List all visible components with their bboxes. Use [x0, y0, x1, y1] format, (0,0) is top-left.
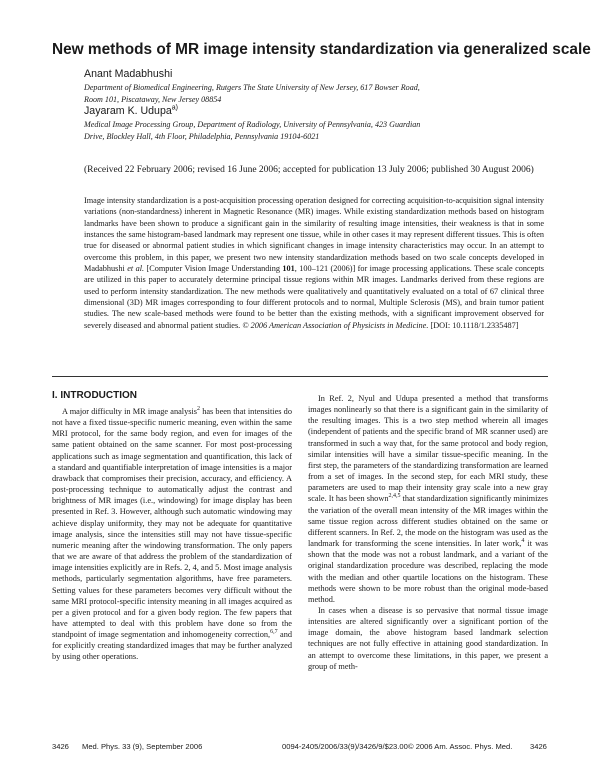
affiliation-line: Department of Biomedical Engineering, Rutgers The State University of New Jersey, 617 Bowser Road,	[84, 83, 420, 92]
footer-page-number-right: 3426	[530, 742, 547, 751]
paragraph	[52, 406, 292, 663]
footer-code: 0094-2405/2006/33(9)/3426/9/$23.00	[282, 742, 408, 751]
abstract	[84, 195, 544, 331]
affiliation-line: Room 101, Piscataway, New Jersey 08854	[84, 95, 222, 104]
citation-ref: 6,7	[270, 629, 278, 636]
author-name	[84, 68, 172, 81]
section-heading: I. INTRODUCTION	[52, 390, 137, 401]
citation-ref: 4	[521, 538, 525, 545]
footer-journal: Med. Phys. 33 (9), September 2006	[82, 742, 203, 751]
abstract-text: [Computer Vision Image Understanding	[144, 264, 283, 274]
author-affiliation	[84, 82, 544, 106]
citation-ref: 2,4,5	[388, 493, 401, 500]
paragraph: In cases when a disease is so pervasive that normal tissue image intensities are altered significantly over a significant portion of the image domain, the above histogram based landmark selection techniques are not fully effective in attaining good standardization. In an attempt to overcome these limitations, in this paper, we present a group of meth-	[308, 605, 548, 671]
body-text: that standardization significantly minimizes the variation of the overall mean intensity of the MR images within the same tissue region across different studies obtained on the same or different scanners. In Ref. 2, the mode on the histogram was used as the landmark for transforming the scene intensities. In later work,	[308, 494, 548, 549]
footer-copyright: © 2006 Am. Assoc. Phys. Med.	[408, 742, 513, 751]
footer-page-number-left: 3426	[52, 742, 69, 751]
author-footnote-marker: a)	[171, 104, 178, 112]
author-name-text: Anant Madabhushi	[84, 68, 173, 80]
right-column	[308, 393, 548, 672]
abstract-text: , 100–121 (2006)] for image processing applications. These scale concepts are utilized in this paper to accurately determine principal tissue regions within MR images. Landmarks derived from these regions are used to perform intensity standardization. The new methods were qualitatively and quantitatively evaluated on a total of 67 clinical three dimensional (3D) MR images corresponding to four different protocols and to normal, Multiple Sclerosis (MS), and brain tumor patient studies. The new scale-based methods were found to be better than the existing methods, with a significant improvement observed for severely diseased and abnormal patient studies.	[84, 264, 544, 330]
body-text: has been that intensities do not have a fixed tissue-specific numeric meaning, even within the same MRI protocol, for the same body region, and even for images of the same patient obtained on the same scanner. For most post-processing applications such as image segmentation and quantification, this lack of a standard and quantifiable interpretation of image intensities is a major drawback that compromises their precision, accuracy, and efficiency. A post-processing technique to automatically adjust the contrast and brightness of MR images (i.e., windowing) for image display has been presented in Ref. 3. However, although such automatic windowing may achieve display uniformity, they may not be adequate for quantitative image analysis, since the intensities still may not have tissue-specific numeric meaning after the windowing transformation. The only papers that we are aware of that address the problem of the standardization of image intensities explicitly are in Refs. 2, 4, and 5. Most image analysis methods, particularly segmentation algorithms, have free parameters. Setting values for these parameters becomes very difficult without the same MRI protocol-specific intensity meaning in all images acquired as per a given protocol and for a given body region. The few papers that have attempted to deal with this problem have done so from the standpoint of image segmentation and inhomogeneity correction,	[52, 407, 292, 640]
abstract-text: et al.	[127, 264, 145, 274]
author-name	[84, 105, 178, 118]
section-divider	[52, 376, 548, 377]
body-text: it was shown that the mode was not a robust landmark, and a variant of the original standardization procedure was described, replacing the mode with the median and other quartile locations on the histogram. These methods were shown to be more robust than the original mode-based method.	[308, 539, 548, 604]
affiliation-line: Drive, Blockley Hall, 4th Floor, Philadelphia, Pennsylvania 19104-6021	[84, 132, 320, 141]
abstract-text: Image intensity standardization is a post-acquisition processing operation designed for correcting acquisition-to-acquisition signal intensity variations (non-standardness) inherent in Magnetic Resonance (MR) images. While existing standardization methods based on histogram landmarks have been shown to produce a significant gain in the similarity of resulting image intensities, their weakness is that in some instances the same histogram-based landmark may represent one tissue, while in other cases it may represent different tissues. This is often true for diseased or abnormal patient studies in which significant changes in image intensity characteristics may occur. In an attempt to overcome this problem, in this paper, we present two new intensity standardization methods based on two scale concepts developed in Madabhushi	[84, 196, 544, 274]
affiliation-line: Medical Image Processing Group, Department of Radiology, University of Pennsylvania, 423 Guardian	[84, 120, 421, 129]
doi: [DOI: 10.1118/1.2335487]	[428, 320, 519, 330]
article-title: New methods of MR image intensity standardization via generalized scale	[52, 41, 591, 58]
paragraph	[308, 393, 548, 605]
author-name-text: Jayaram K. Udupa	[84, 105, 172, 117]
author-affiliation	[84, 119, 544, 143]
abstract-volume: 101	[282, 264, 295, 274]
body-text: and for explicitly creating standardized images that may be further analyzed by using other operations.	[52, 630, 292, 662]
left-column	[52, 406, 292, 663]
body-text: A major difficulty in MR image analysis	[62, 407, 198, 416]
received-dates: (Received 22 February 2006; revised 16 June 2006; accepted for publication 13 July 2006; published 30 August 2006)	[84, 165, 534, 175]
citation-ref: 2	[197, 406, 201, 413]
body-text: In Ref. 2, Nyul and Udupa presented a method that transforms images nonlinearly so that there is a significant gain in the similarity of the resulting images. This is a two step method wherein all images (independent of patients and the specific brand of MR scanner used) are transformed in such a way that, for the same protocol and body region, similar intensities will have a similar tissue-specific meaning. In the first step, the parameters of the standardizing transformation are learned from a set of images. In the second step, for each MRI study, these parameters are used to map their intensity gray scale into a new gray scale. It has been shown	[308, 394, 548, 504]
copyright-notice: © 2006 American Association of Physicists in Medicine.	[242, 320, 429, 330]
